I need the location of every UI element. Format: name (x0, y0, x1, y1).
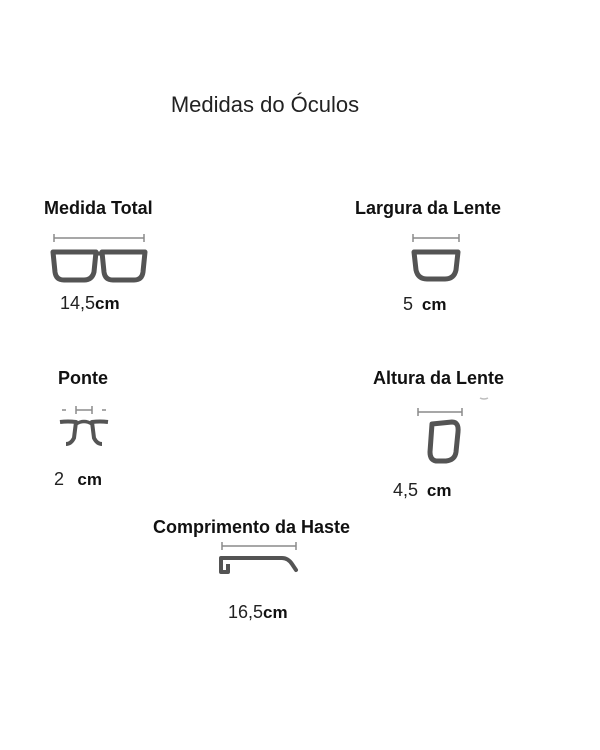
total-width-value: 14,5 (60, 293, 96, 313)
lens-width-icon (408, 232, 464, 284)
temple-arm-icon (218, 540, 302, 580)
bridge-value: 2 (54, 469, 65, 489)
lens-height-value: 4,5 (393, 480, 419, 500)
temple-length-unit: cm (263, 603, 288, 622)
lens-width-value: 5 (403, 294, 414, 314)
total-width-label: Medida Total (44, 198, 153, 218)
bridge-label: Ponte (58, 368, 109, 388)
total-width-unit: cm (95, 294, 120, 313)
lens-height-label: Altura da Lente (373, 368, 505, 388)
temple-length-value: 16,5 (228, 602, 264, 622)
bridge-unit: cm (77, 470, 102, 489)
page-title: Medidas do Óculos (170, 92, 360, 117)
lens-width-unit: cm (421, 295, 447, 314)
full-glasses-icon (50, 232, 150, 284)
temple-length-label: Comprimento da Haste (153, 517, 351, 537)
lens-width-label: Largura da Lente (355, 198, 502, 218)
lens-height-icon (416, 394, 496, 466)
bridge-icon (58, 402, 110, 450)
lens-height-unit: cm (426, 481, 452, 500)
